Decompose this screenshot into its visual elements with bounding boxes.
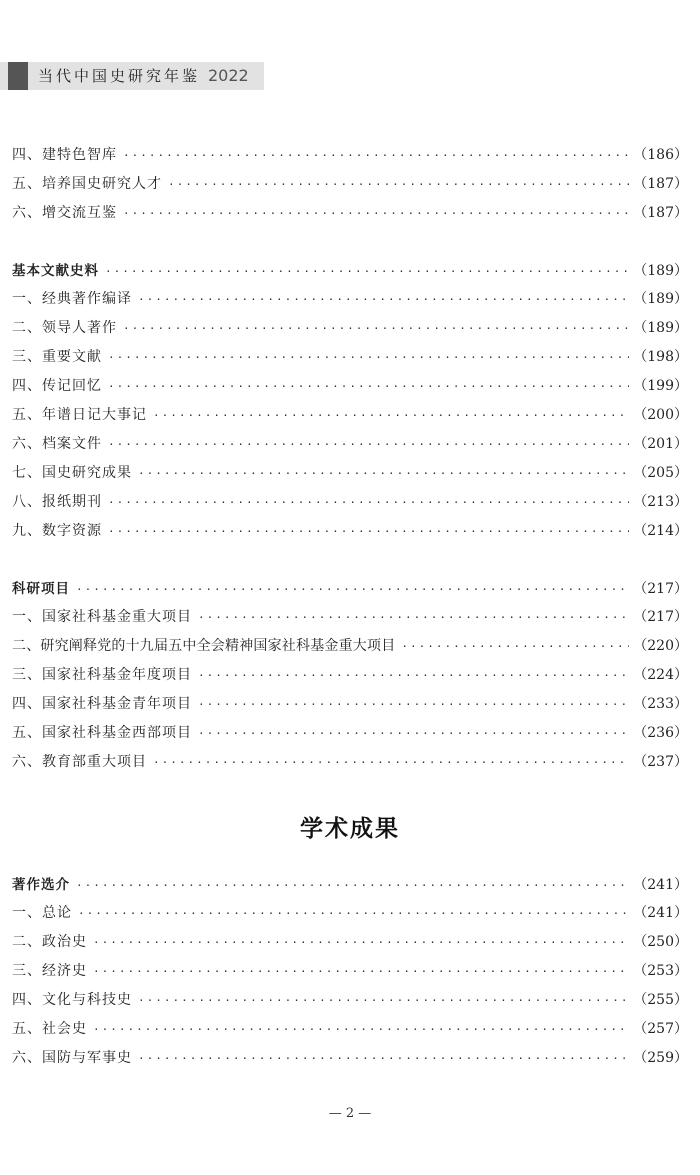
toc-section-heading[interactable]	[12, 259, 688, 288]
leader-dots	[105, 265, 629, 278]
toc-entry-page: （187）	[633, 205, 688, 221]
leader-dots	[108, 438, 629, 451]
toc-entry-page: （199）	[633, 378, 688, 394]
leader-dots	[123, 149, 629, 162]
toc-entry-page: （237）	[633, 754, 688, 770]
toc-entry-label: 五、年谱日记大事记	[12, 407, 147, 423]
toc-entry-page: （217）	[633, 609, 688, 625]
toc-entry-label: 一、国家社科基金重大项目	[12, 609, 192, 625]
toc-entry-label: 五、培养国史研究人才	[12, 176, 162, 192]
leader-dots	[93, 965, 629, 978]
toc-entry-page: （205）	[633, 465, 688, 481]
toc-entry[interactable]	[12, 635, 688, 664]
toc-entry-page: （213）	[633, 494, 688, 510]
toc-entry-label: 二、政治史	[12, 934, 87, 950]
toc-entry[interactable]	[12, 491, 688, 520]
toc-entry-label: 三、经济史	[12, 963, 87, 979]
toc-entry-page: （253）	[633, 963, 688, 979]
page-number: — 2 —	[328, 1106, 372, 1121]
running-header-title: 当代中国史研究年鉴	[38, 67, 201, 85]
leader-dots	[198, 611, 629, 624]
leader-dots	[153, 756, 629, 769]
toc-entry-page: （187）	[633, 176, 688, 192]
toc-entry-page: （236）	[633, 725, 688, 741]
toc-entry[interactable]	[12, 144, 688, 173]
toc-entry-label: 四、国家社科基金青年项目	[12, 696, 192, 712]
leader-dots	[76, 879, 629, 892]
toc-heading-label: 科研项目	[12, 581, 70, 597]
leader-dots	[138, 467, 629, 480]
toc-entry-label: 二、领导人著作	[12, 320, 117, 336]
toc-group-4	[12, 873, 688, 1076]
leader-dots	[93, 1023, 629, 1036]
toc-entry-page: （250）	[633, 934, 688, 950]
toc-entry[interactable]	[12, 462, 688, 491]
toc-entry[interactable]	[12, 693, 688, 722]
toc-entry-page: （201）	[633, 436, 688, 452]
running-header-marker	[8, 62, 28, 90]
toc-entry-page: （220）	[633, 638, 688, 654]
toc-heading-page: （217）	[633, 581, 688, 597]
toc-entry[interactable]	[12, 375, 688, 404]
toc-entry-page: （189）	[633, 291, 688, 307]
toc-entry-page: （255）	[633, 992, 688, 1008]
toc-entry-label: 六、国防与军事史	[12, 1050, 132, 1066]
toc-entry[interactable]	[12, 722, 688, 751]
toc-entry[interactable]	[12, 606, 688, 635]
toc-heading-page: （241）	[633, 877, 688, 893]
toc-group-1	[12, 144, 688, 231]
leader-dots	[168, 178, 629, 191]
toc-entry-page: （224）	[633, 667, 688, 683]
toc-entry-label: 一、总论	[12, 905, 72, 921]
leader-dots	[93, 936, 629, 949]
toc-entry-label: 三、重要文献	[12, 349, 102, 365]
toc-entry[interactable]	[12, 1047, 688, 1076]
toc-entry-label: 六、教育部重大项目	[12, 754, 147, 770]
toc-entry-page: （214）	[633, 523, 688, 539]
toc-section-heading[interactable]	[12, 873, 688, 902]
leader-dots	[108, 496, 629, 509]
toc-entry[interactable]	[12, 520, 688, 549]
toc-entry-page: （233）	[633, 696, 688, 712]
toc-entry[interactable]	[12, 317, 688, 346]
toc-entry-label: 五、社会史	[12, 1021, 87, 1037]
running-header-year: 2022	[208, 66, 249, 85]
toc-entry-label: 五、国家社科基金西部项目	[12, 725, 192, 741]
toc-entry-page: （189）	[633, 320, 688, 336]
toc-section-heading[interactable]	[12, 577, 688, 606]
leader-dots	[123, 207, 629, 220]
toc-entry-label: 四、传记回忆	[12, 378, 102, 394]
leader-dots	[198, 698, 629, 711]
toc-entry[interactable]	[12, 751, 688, 780]
toc-entry-label: 六、增交流互鉴	[12, 205, 117, 221]
toc-group-3	[12, 577, 688, 780]
leader-dots	[198, 669, 629, 682]
toc-entry[interactable]	[12, 404, 688, 433]
toc-entry-label: 四、建特色智库	[12, 147, 117, 163]
leader-dots	[78, 907, 629, 920]
toc-entry-label: 二、研究阐释党的十九届五中全会精神国家社科基金重大项目	[12, 638, 396, 654]
toc-group-2	[12, 259, 688, 549]
leader-dots	[401, 640, 629, 653]
toc-entry[interactable]	[12, 1018, 688, 1047]
toc-heading-label: 著作选介	[12, 877, 70, 893]
leader-dots	[108, 351, 629, 364]
toc-entry-page: （241）	[633, 905, 688, 921]
toc-entry[interactable]	[12, 346, 688, 375]
toc-entry-label: 一、经典著作编译	[12, 291, 132, 307]
leader-dots	[138, 1052, 629, 1065]
toc-entry[interactable]	[12, 288, 688, 317]
leader-dots	[108, 525, 629, 538]
leader-dots	[198, 727, 629, 740]
toc-heading-label: 基本文献史料	[12, 263, 99, 279]
toc-entry-label: 九、数字资源	[12, 523, 102, 539]
toc-entry-page: （186）	[633, 147, 688, 163]
toc-entry[interactable]	[12, 902, 688, 931]
toc-entry-page: （257）	[633, 1021, 688, 1037]
leader-dots	[138, 994, 629, 1007]
toc-entry-page: （259）	[633, 1050, 688, 1066]
leader-dots	[123, 322, 629, 335]
leader-dots	[138, 293, 629, 306]
toc-entry-label: 七、国史研究成果	[12, 465, 132, 481]
toc-entry[interactable]	[12, 664, 688, 693]
toc-entry[interactable]	[12, 202, 688, 231]
toc-entry-page: （198）	[633, 349, 688, 365]
part-title: 学术成果	[300, 816, 400, 842]
toc-entry-label: 三、国家社科基金年度项目	[12, 667, 192, 683]
toc-entry[interactable]	[12, 173, 688, 202]
toc-entry-label: 八、报纸期刊	[12, 494, 102, 510]
leader-dots	[108, 380, 629, 393]
toc-entry[interactable]	[12, 960, 688, 989]
toc-heading-page: （189）	[633, 263, 688, 279]
leader-dots	[153, 409, 629, 422]
toc-entry-page: （200）	[633, 407, 688, 423]
toc-entry-label: 六、档案文件	[12, 436, 102, 452]
toc-entry[interactable]	[12, 433, 688, 462]
toc-entry[interactable]	[12, 989, 688, 1018]
leader-dots	[76, 583, 629, 596]
toc-entry-label: 四、文化与科技史	[12, 992, 132, 1008]
toc-entry[interactable]	[12, 931, 688, 960]
